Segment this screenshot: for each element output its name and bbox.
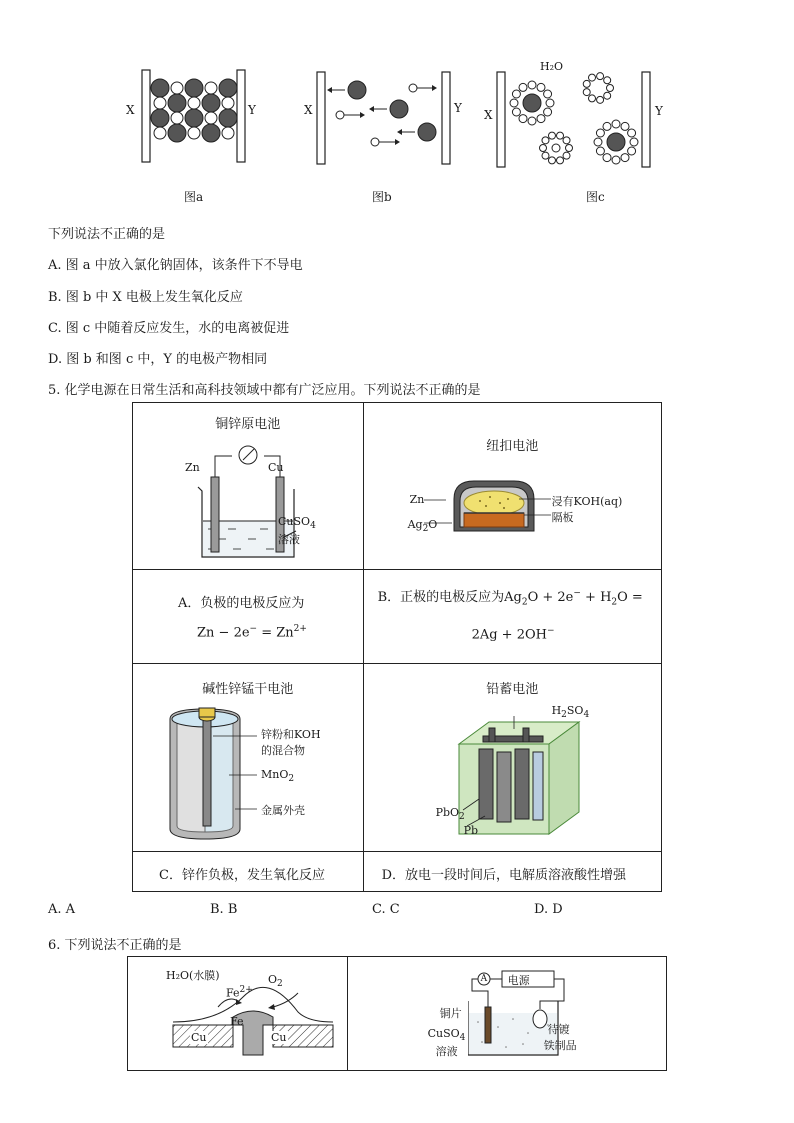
small-ion xyxy=(188,127,200,139)
small-ion xyxy=(222,97,234,109)
question-stem: 下列说法不正确的是 xyxy=(48,227,166,242)
small-ion xyxy=(154,97,166,109)
figure-a xyxy=(120,60,270,175)
cell-title: 碱性锌锰干电池 xyxy=(202,682,294,697)
electrode-label-y: Y xyxy=(655,104,663,118)
cell-electroplating xyxy=(347,957,666,1071)
cell-title: 铅蓄电池 xyxy=(486,682,539,697)
large-ion xyxy=(219,109,237,127)
pb-label: Pb xyxy=(463,824,479,837)
water-molecule xyxy=(583,89,590,96)
question-5-stem: 5. 化学电源在日常生活和高科技领域中都有广泛应用。下列说法不正确的是 xyxy=(48,383,481,398)
cu-label: Cu xyxy=(268,461,284,474)
small-ion xyxy=(205,112,217,124)
o2-label: $O_2$ xyxy=(268,973,283,990)
water-molecule xyxy=(566,145,573,152)
metal-shell-label: 金属外壳 xyxy=(261,804,305,817)
electrode-label-x: X xyxy=(304,103,313,117)
fe-label: Fe xyxy=(230,1015,244,1028)
water-molecule xyxy=(542,137,549,144)
option-c-label: C．锌作负极，发生氧化反应 xyxy=(159,868,325,883)
plating-item-label-2: 铁制品 xyxy=(543,1039,577,1052)
water-molecule xyxy=(557,132,564,139)
electrode-label-x: X xyxy=(126,103,135,117)
small-ion xyxy=(222,127,234,139)
water-molecule xyxy=(604,77,611,84)
solution-label-2: 溶液 xyxy=(278,533,300,546)
water-molecule xyxy=(596,129,604,137)
cu-left-label: Cu xyxy=(191,1031,207,1044)
cell-title: 纽扣电池 xyxy=(486,439,539,454)
solution-label: CuSO$_4$ xyxy=(278,515,316,532)
figure-c xyxy=(480,60,670,175)
water-molecule xyxy=(512,108,520,116)
water-molecule xyxy=(557,157,564,164)
water-molecule xyxy=(546,99,554,107)
large-ion xyxy=(219,79,237,97)
zinc-koh-label: 锌粉和KOH xyxy=(261,728,321,741)
small-ion xyxy=(171,82,183,94)
figure-b xyxy=(300,60,470,175)
water-molecule xyxy=(537,115,545,123)
large-ion xyxy=(185,79,203,97)
fe-ion-label: $Fe^{2+}$ xyxy=(226,985,253,1000)
cuso4-label: CuSO$_4$ xyxy=(427,1027,466,1044)
water-molecule xyxy=(628,147,636,155)
water-molecule xyxy=(528,117,536,125)
large-ion xyxy=(151,109,169,127)
figure-c-caption: 图c xyxy=(586,190,605,204)
figure-b-caption: 图b xyxy=(372,190,392,204)
water-molecule xyxy=(603,154,611,162)
water-molecule xyxy=(548,157,555,164)
large-ion xyxy=(185,109,203,127)
water-molecule xyxy=(594,138,602,146)
water-molecule xyxy=(630,138,638,146)
option-a-formula: $Zn - 2e^- = Zn^{2+}$ xyxy=(197,624,307,641)
option-a-label: A．负极的电极反应为 xyxy=(178,596,305,611)
large-ion xyxy=(168,94,186,112)
water-molecule xyxy=(519,83,527,91)
electrode-label-y: Y xyxy=(248,103,256,117)
water-film-label: H₂O(水膜) xyxy=(166,969,220,982)
water-molecule xyxy=(537,83,545,91)
water-molecule xyxy=(510,99,518,107)
water-molecule xyxy=(621,122,629,130)
water-molecule xyxy=(589,95,596,102)
small-ion xyxy=(154,127,166,139)
water-molecule xyxy=(528,81,536,89)
h2so4-label: $H_2SO_4$ xyxy=(551,704,590,721)
water-molecule xyxy=(563,152,570,159)
battery-table xyxy=(132,402,662,892)
option-c: C. 图 c 中随着反应发生，水的电离被促进 xyxy=(48,321,290,336)
water-molecule xyxy=(589,74,596,81)
large-ion xyxy=(202,94,220,112)
option-c-cell xyxy=(133,852,364,892)
separator-label: 隔板 xyxy=(551,511,574,524)
plating-item-label: 待镀 xyxy=(547,1023,570,1036)
small-ion xyxy=(188,97,200,109)
leader-lines xyxy=(424,493,554,533)
water-molecule xyxy=(597,96,604,103)
large-ion xyxy=(168,124,186,142)
solution-label: 溶液 xyxy=(435,1045,458,1058)
cell-lead-battery xyxy=(363,664,661,852)
lead-battery-diagram xyxy=(449,714,584,839)
mno2-label: MnO$_2$ xyxy=(261,768,295,785)
koh-label: 浸有KOH(aq) xyxy=(551,495,623,508)
water-molecule xyxy=(583,80,590,87)
cu-right-label: Cu xyxy=(271,1031,287,1044)
zn-label: Zn xyxy=(409,493,425,506)
electrode-label-x: X xyxy=(484,108,493,122)
water-molecule xyxy=(596,147,604,155)
figure-a-caption: 图a xyxy=(184,190,204,204)
answer-c: C. C xyxy=(372,902,400,917)
option-a: A. 图 a 中放入氯化钠固体，该条件下不导电 xyxy=(48,258,303,273)
water-molecule xyxy=(628,129,636,137)
electrode-label-y: Y xyxy=(454,101,462,115)
cell-corrosion xyxy=(128,957,348,1071)
water-molecule xyxy=(603,122,611,130)
hydrated-ion-core xyxy=(523,94,541,112)
water-molecule xyxy=(540,145,547,152)
answer-d: D. D xyxy=(534,902,563,917)
water-molecule xyxy=(544,108,552,116)
option-b-label: B．正极的电极反应为$Ag_2O + 2e^- + H_2O$ = xyxy=(377,588,643,608)
cell-button-battery xyxy=(363,403,661,570)
hydrated-ion-core xyxy=(552,144,560,152)
question-6-stem: 6. 下列说法不正确的是 xyxy=(48,938,182,953)
option-b-formula: 2Ag + 2OH− xyxy=(471,626,555,643)
option-b: B. 图 b 中 X 电极上发生氧化反应 xyxy=(48,290,243,305)
option-d: D. 图 b 和图 c 中，Y 的电极产物相同 xyxy=(48,352,268,367)
water-molecule xyxy=(548,132,555,139)
cell-cu-zn xyxy=(133,403,364,570)
small-ion xyxy=(171,112,183,124)
answer-a: A. A xyxy=(48,902,76,917)
option-d-label: D．放电一段时间后，电解质溶液酸性增强 xyxy=(381,868,626,883)
answer-b: B. B xyxy=(210,902,238,917)
water-molecule xyxy=(612,120,620,128)
water-molecule xyxy=(612,156,620,164)
water-label: H₂O xyxy=(540,60,564,73)
large-ion xyxy=(202,124,220,142)
zn-label: Zn xyxy=(185,461,200,474)
small-ion xyxy=(205,82,217,94)
hydrated-ion-core xyxy=(607,133,625,151)
water-molecule xyxy=(519,115,527,123)
water-molecule xyxy=(512,90,520,98)
power-source-label: 电源 xyxy=(507,974,530,987)
option-b-cell xyxy=(363,570,661,664)
mixture-label: 的混合物 xyxy=(261,744,305,757)
water-molecule xyxy=(607,85,614,92)
q6-table xyxy=(127,956,667,1071)
water-molecule xyxy=(621,154,629,162)
ag2o-label: $Ag_2O$ xyxy=(407,518,438,535)
water-molecule xyxy=(542,152,549,159)
pbo2-label: PbO$_2$ xyxy=(435,806,465,823)
copper-sheet-label: 铜片 xyxy=(439,1007,462,1020)
water-molecule xyxy=(563,137,570,144)
water-molecule xyxy=(544,90,552,98)
cell-title: 铜锌原电池 xyxy=(215,417,281,432)
option-a-cell xyxy=(133,570,364,664)
cell-dry-battery xyxy=(133,664,364,852)
ammeter-label: A xyxy=(480,974,488,984)
large-ion xyxy=(151,79,169,97)
water-molecule xyxy=(597,73,604,80)
option-d-cell xyxy=(363,852,661,892)
water-molecule xyxy=(604,92,611,99)
